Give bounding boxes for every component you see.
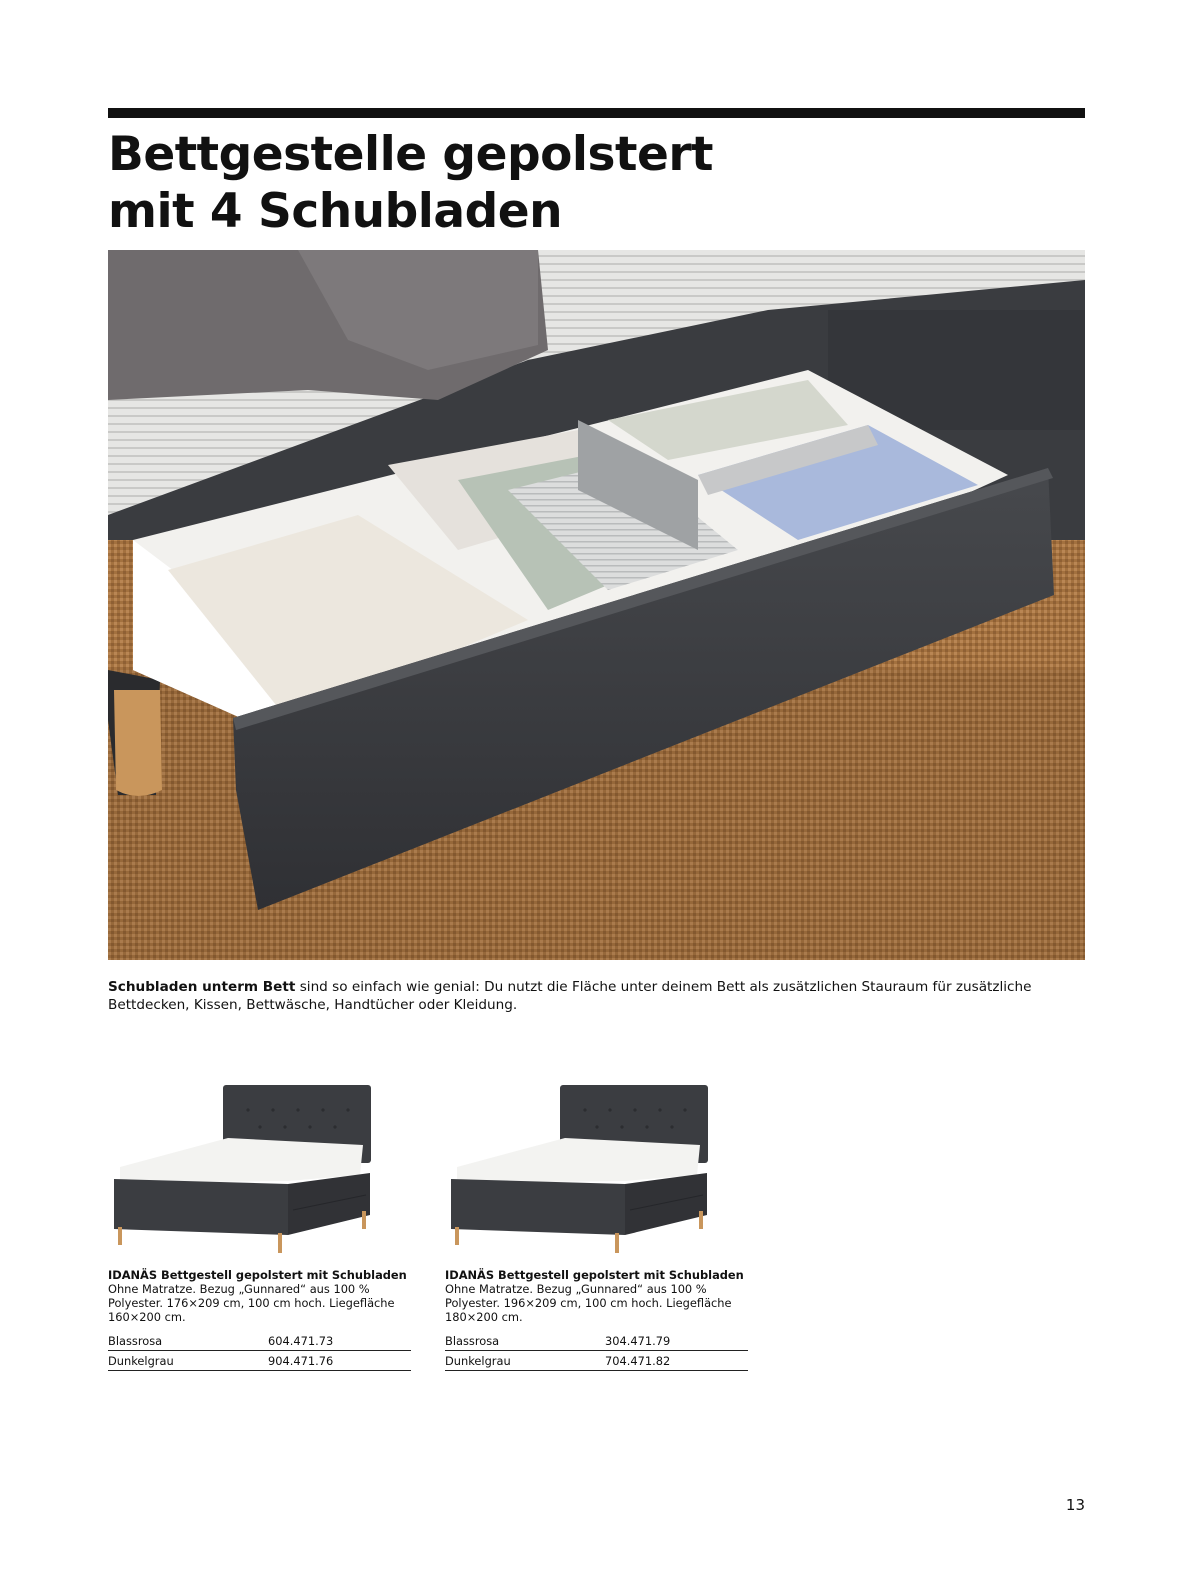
product-name: IDANÄS Bettgestell gepolstert mit Schubladen — [108, 1268, 407, 1282]
variant-color: Dunkelgrau — [108, 1351, 268, 1371]
variant-article-number: 604.471.73 — [268, 1331, 411, 1351]
hero-photo-bed-drawer — [108, 250, 1085, 960]
variant-article-number: 704.471.82 — [605, 1351, 748, 1371]
top-rule — [108, 108, 1085, 118]
variant-table — [108, 1331, 411, 1371]
variant-color: Blassrosa — [108, 1331, 268, 1351]
page-title — [108, 126, 1085, 240]
bed-thumbnail-image — [445, 1075, 725, 1255]
variant-row — [108, 1331, 411, 1351]
product-description: Ohne Matratze. Bezug „Gunnared“ aus 100 % Polyester. 196×209 cm, 100 cm hoch. Liegefläche 180×200 cm. — [445, 1282, 732, 1324]
page-title-line-1: Bettgestelle gepolstert — [108, 127, 713, 182]
intro-bold: Schubladen unterm Bett — [108, 979, 296, 995]
variant-article-number: 304.471.79 — [605, 1331, 748, 1351]
intro-text: sind so einfach wie genial: Du nutzt die Fläche unter deinem Bett als zusätzlichen Stauraum für zusätzliche Bettdecken, Kissen, Bettwäsche, Handtücher oder Kleidung. — [108, 979, 1032, 1013]
variant-table — [445, 1331, 748, 1371]
product-card — [108, 1075, 411, 1371]
page-title-line-2: mit 4 Schubladen — [108, 184, 563, 239]
variant-row — [445, 1331, 748, 1351]
bed-thumbnail-image — [108, 1075, 388, 1255]
product-description: Ohne Matratze. Bezug „Gunnared“ aus 100 % Polyester. 176×209 cm, 100 cm hoch. Liegefläche 160×200 cm. — [108, 1282, 395, 1324]
product-name: IDANÄS Bettgestell gepolstert mit Schubladen — [445, 1268, 744, 1282]
variant-color: Blassrosa — [445, 1331, 605, 1351]
intro-paragraph — [108, 978, 1085, 1014]
variant-article-number: 904.471.76 — [268, 1351, 411, 1371]
page-number: 13 — [1065, 1496, 1085, 1514]
variant-color: Dunkelgrau — [445, 1351, 605, 1371]
product-card — [445, 1075, 748, 1371]
variant-row — [108, 1351, 411, 1371]
variant-row — [445, 1351, 748, 1371]
